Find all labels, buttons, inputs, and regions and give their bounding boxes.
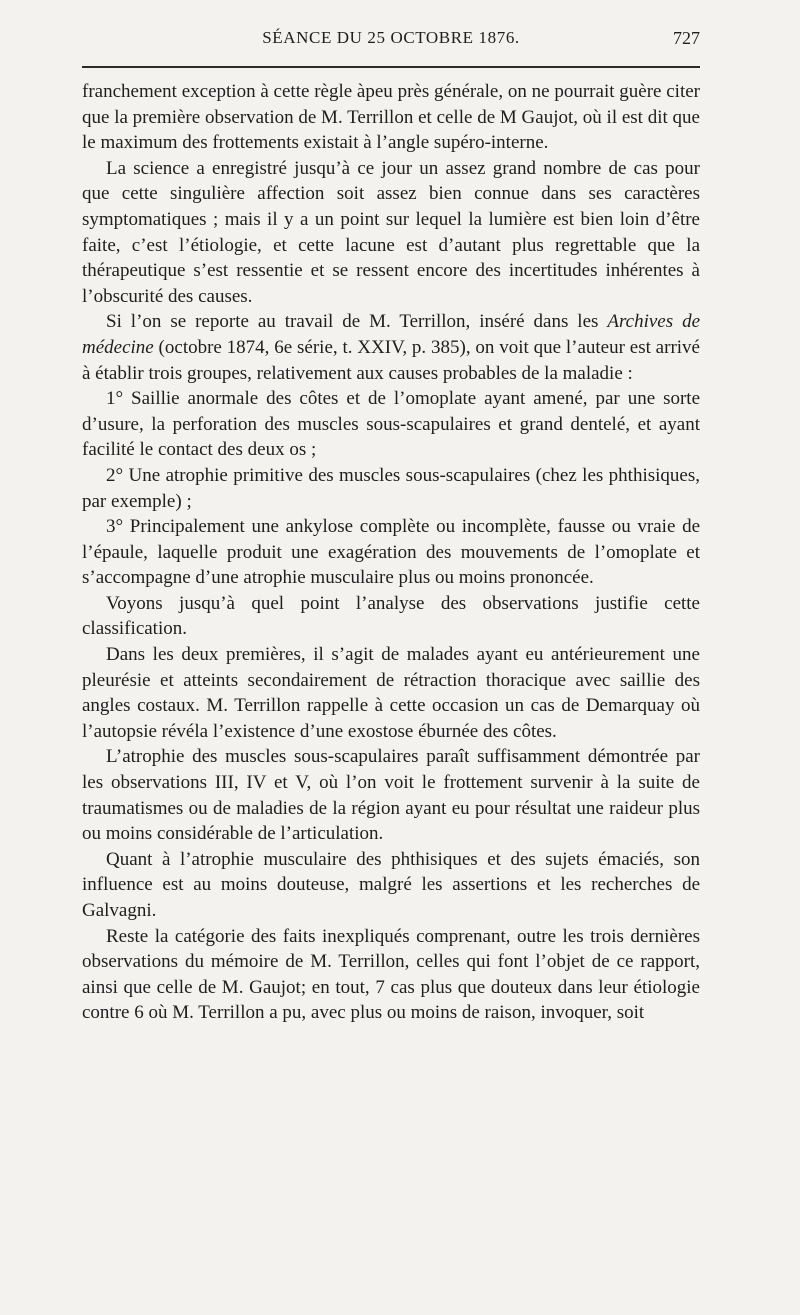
paragraph-4: Voyons jusqu’à quel point l’analyse des observations justifie cette classification. [82,592,700,640]
list-item-2: 2° Une atrophie primitive des muscles sous-scapulaires (chez les phthisiques, par exemple) ; [82,464,700,512]
journal-title: Archives de médecine [82,311,701,358]
page-header [82,28,700,58]
paragraph-5: Dans les deux premières, il s’agit de malades ayant eu antérieurement une pleurésie et atteints secondairement de rétraction thoracique avec saillie des angles costaux. M. Terrillon rappelle à cette occasion un cas de Demarquay où l’autopsie révéla l’existence d’une exostose éburnée des côtes. [82,644,700,742]
paragraph-3-text-before: Si l’on se reporte au travail de M. Terrillon, inséré dans les [106,311,608,333]
paragraph-6: L’atrophie des muscles sous-scapulaires paraît suffisamment démontrée par les observations III, IV et V, où l’on voit le frottement survenir à la suite de traumatismes ou de maladies de la région ayant eu pour résultat une raideur plus ou moins considérable de l’articulation. [82,746,700,845]
paragraph-3-text-after: (octobre 1874, 6e série, t. XXIV, p. 385), on voit que l’auteur est arrivé à établir trois groupes, relativement aux causes probables de la maladie : [82,336,700,384]
paragraph-1: franchement exception à cette règle àpeu près générale, on ne pourrait guère citer que la première observation de M. Terrillon et celle de M Gaujot, où il est dit que le maximum des frottements existait à l’angle supéro-interne. [82,81,700,154]
page-number: 727 [673,28,700,48]
list-item-3: 3° Principalement une ankylose complète ou incomplète, fausse ou vraie de l’épaule, laquelle produit une exagération des mouvements de l’omoplate et s’accompagne d’une atrophie musculaire plus ou moins prononcée. [82,516,700,589]
paragraph-3 [82,309,700,386]
running-title: SÉANCE DU 25 OCTOBRE 1876. [262,28,520,47]
paragraph-2: La science a enregistré jusqu’à ce jour un assez grand nombre de cas pour que cette singulière affection soit assez bien connue dans ses caractères symptomatiques ; mais il y a un point sur lequel la lumière est bien loin d’être faite, c’est l’étiologie, et cette lacune est d’autant plus regrettable que la thérapeutique s’est ressentie et se ressent encore des incertitudes inhérentes à l’obscurité des causes. [82,157,700,307]
paragraph-7: Quant à l’atrophie musculaire des phthisiques et des sujets émaciés, son influence est au moins douteuse, malgré les assertions et les recherches de Galvagni. [82,848,700,921]
body-text [82,79,700,1026]
list-item-1: 1° Saillie anormale des côtes et de l’omoplate ayant amené, par une sorte d’usure, la perforation des muscles sous-scapulaires et grand dentelé, et ayant facilité le contact des deux os ; [82,388,700,461]
paragraph-8: Reste la catégorie des faits inexpliqués comprenant, outre les trois dernières observations du mémoire de M. Terrillon, celles qui font l’objet de ce rapport, ainsi que celle de M. Gaujot; en tout, 7 cas plus que douteux dans leur étiologie contre 6 où M. Terrillon a pu, avec plus ou moins de raison, invoquer, soit [82,925,700,1024]
header-rule [82,66,700,68]
